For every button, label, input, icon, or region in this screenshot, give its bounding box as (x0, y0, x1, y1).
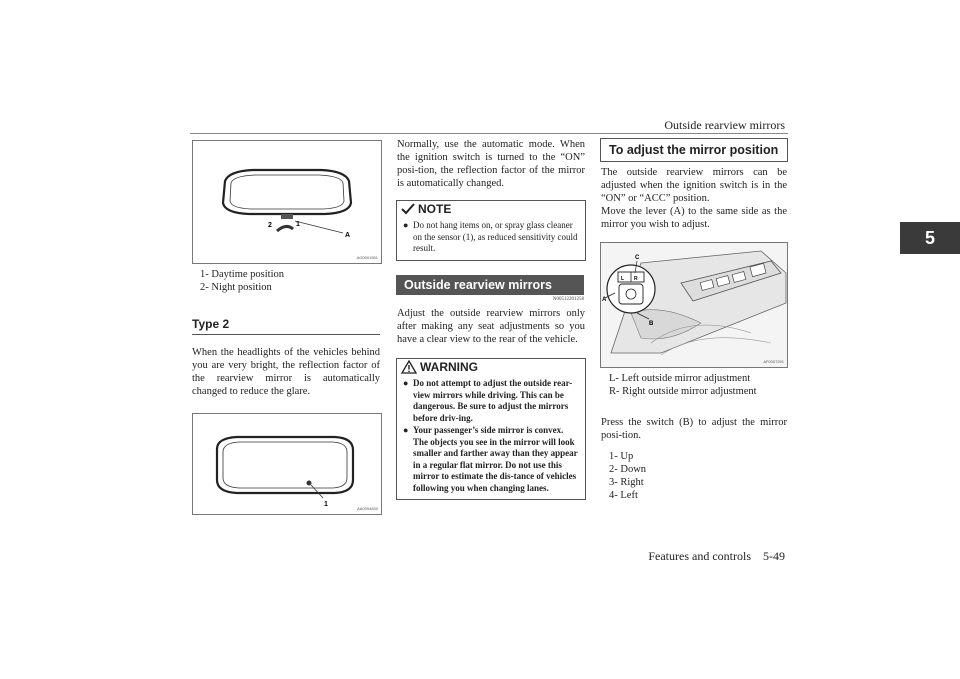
note-item-text: Do not hang items on, or spray glass cleaner on the sensor (1), as reduced sensitivity could result. (413, 220, 578, 253)
header-rule (190, 133, 788, 134)
warning-header (397, 359, 585, 375)
fig1-label-1: 1 (296, 221, 300, 228)
adjust-condition-text: The outside rearview mirrors can be adjusted when the ignition switch is in the “ON” or “ACC” position. (601, 167, 787, 204)
mirror-switch-figure (600, 242, 788, 368)
fig1-legend (200, 268, 380, 294)
bullet-icon: ● (403, 220, 409, 230)
fig-label-a: A (602, 297, 607, 303)
note-box (396, 200, 586, 261)
figure-code: AG0001551 (356, 255, 378, 260)
auto-dimming-mirror-illustration (193, 414, 381, 514)
note-body (397, 217, 585, 260)
legend-item: 1- Daytime position (200, 269, 284, 280)
legend-item: 2- Down (609, 464, 647, 475)
fig-label-b: B (649, 321, 654, 327)
rearview-mirror-figure-type1 (192, 140, 382, 264)
legend-item: R- Right outside mirror adjustment (609, 386, 757, 397)
rearview-mirror-figure-type2 (192, 413, 382, 515)
rearview-mirror-illustration (193, 141, 381, 263)
fig1-label-2: 2 (268, 222, 272, 229)
outside-mirrors-text: Adjust the outside rearview mirrors only after making any seat adjustments so you have a clear view to the rear of the vehicle. (397, 308, 585, 345)
running-header: Outside rearview mirrors (664, 118, 785, 132)
type2-heading: Type 2 (192, 317, 380, 335)
note-header (397, 201, 585, 217)
switch-legend (609, 450, 787, 502)
figure-code: AF0007291 (763, 359, 784, 364)
chapter-tab: 5 (900, 222, 960, 254)
warning-box (396, 358, 586, 500)
section-banner-adjust-mirror: To adjust the mirror position (600, 138, 788, 162)
fig2-label-1: 1 (324, 501, 328, 508)
switch-instruction-text: Press the switch (B) to adjust the mirror posi-tion. (601, 417, 787, 441)
legend-item: 4- Left (609, 490, 638, 501)
type2-text: When the headlights of the vehicles behind you are very bright, the reflection factor of the rearview mirror is automatically changed to reduce the glare. (192, 347, 380, 397)
lever-legend (609, 372, 787, 398)
fig-label-c: C (635, 255, 640, 261)
page-footer: Features and controls 5-49 (648, 549, 785, 563)
fig-label-l: L (621, 276, 625, 282)
pencil-check-icon (401, 203, 415, 215)
warning-item (403, 378, 579, 424)
section-code: N00512201258 (552, 297, 584, 302)
warning-title: WARNING (420, 360, 478, 374)
legend-item: 3- Right (609, 477, 644, 488)
legend-item: L- Left outside mirror adjustment (609, 373, 751, 384)
legend-item: 2- Night position (200, 282, 272, 293)
warning-triangle-icon (401, 360, 417, 374)
warning-item-text: Do not attempt to adjust the outside rear-view mirrors while driving. This can be dangerous. Be sure to adjust the mirrors before driv-ing. (413, 378, 573, 423)
note-item (403, 220, 579, 255)
auto-mode-text: Normally, use the automatic mode. When the ignition switch is turned to the “ON” posi-tion, the reflection factor of the mirror is automatically changed. (397, 139, 585, 189)
fig1-label-a: A (345, 232, 351, 239)
legend-item: 1- Up (609, 451, 634, 462)
section-banner-outside-mirrors: Outside rearview mirrors (396, 275, 584, 295)
fig-label-r: R (634, 276, 638, 282)
figure-code: AA0094830 (357, 506, 378, 511)
note-title: NOTE (418, 202, 452, 216)
warning-item (403, 425, 579, 494)
bullet-icon: ● (403, 425, 409, 435)
lever-instruction-text: Move the lever (A) to the same side as the mirror you wish to adjust. (601, 206, 787, 230)
warning-body (397, 375, 585, 499)
door-switch-illustration (601, 243, 787, 367)
warning-item-text: Your passenger’s side mirror is convex. The objects you see in the mirror will look smaller and farther away than they appear in a regular flat mirror. Do not use this mirror to estimate the dis-tance of vehicles following you when changing lanes. (413, 425, 578, 493)
bullet-icon: ● (403, 378, 409, 388)
